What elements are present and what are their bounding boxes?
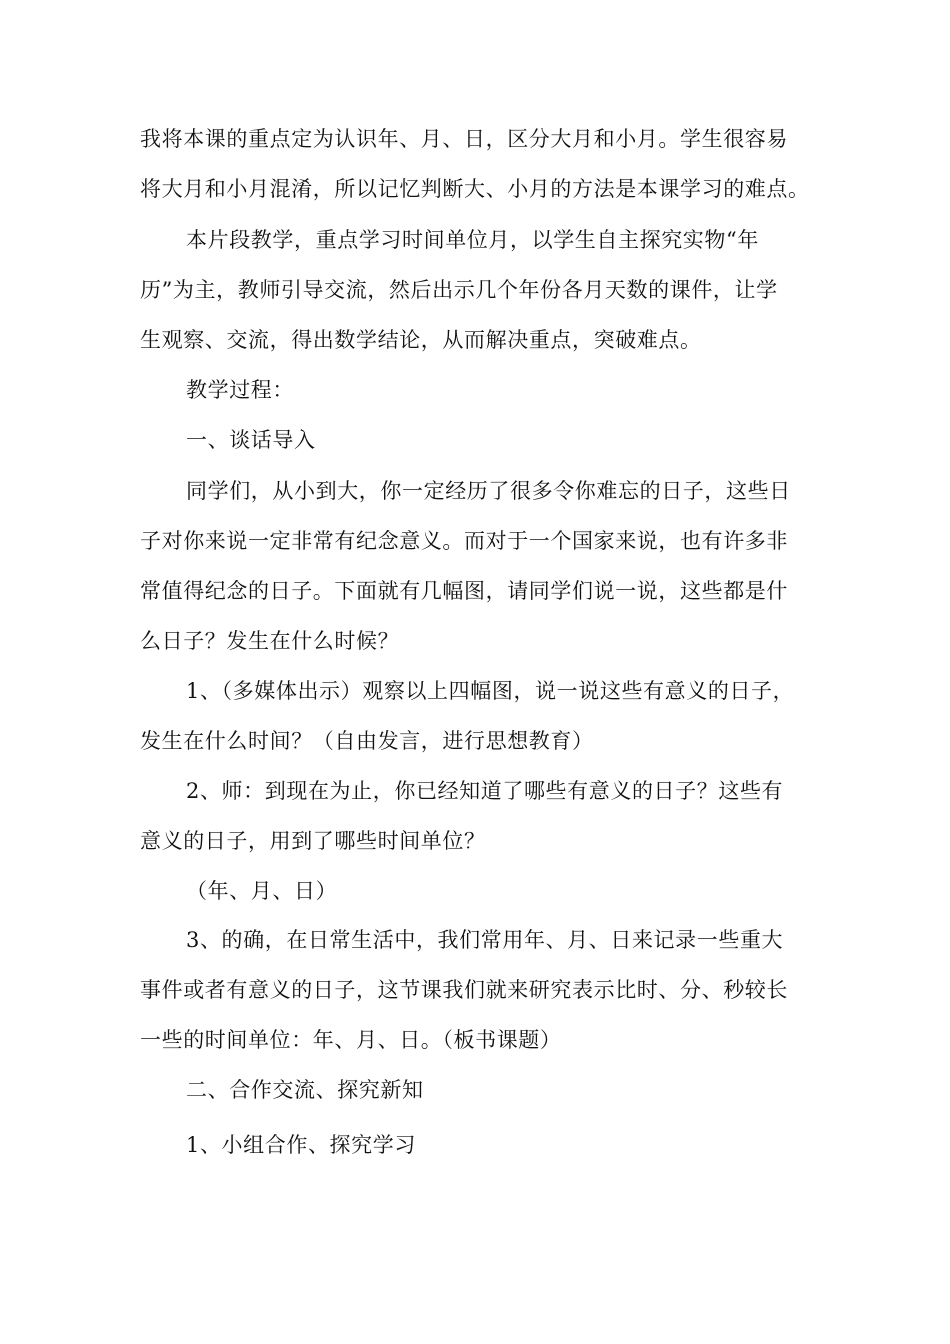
- list-item-3-line-2: 事件或者有意义的日子，这节课我们就来研究表示比时、分、秒较长: [140, 978, 788, 1002]
- paragraph-line-5: 生观察、交流，得出数学结论，从而解决重点，突破难点。: [140, 328, 702, 352]
- paragraph-line-3: 本片段教学，重点学习时间单位月，以学生自主探究实物“年: [186, 228, 759, 252]
- paragraph-line-11: 么日子？发生在什么时候？: [140, 629, 400, 653]
- answer-line: （年、月、日）: [186, 879, 338, 903]
- paragraph-line-8: 同学们，从小到大，你一定经历了很多令你难忘的日子，这些日: [186, 479, 791, 503]
- list-item-3-line-3: 一些的时间单位：年、月、日。（板书课题）: [140, 1028, 562, 1052]
- subheading-group-work: 1、小组合作、探究学习: [186, 1133, 416, 1157]
- list-item-1-line-1: 1、（多媒体出示）观察以上四幅图，说一说这些有意义的日子，: [186, 679, 795, 703]
- paragraph-line-1: 我将本课的重点定为认识年、月、日，区分大月和小月。学生很容易: [140, 127, 788, 151]
- section-label-teaching-process: 教学过程：: [186, 378, 294, 402]
- heading-section-2: 二、合作交流、探究新知: [186, 1078, 424, 1102]
- list-item-1-line-2: 发生在什么时间？（自由发言，进行思想教育）: [140, 729, 594, 753]
- list-item-2-line-1: 2、师：到现在为止，你已经知道了哪些有意义的日子？这些有: [186, 779, 784, 803]
- list-item-2-line-2: 意义的日子，用到了哪些时间单位？: [140, 829, 486, 853]
- list-item-3-line-1: 3、的确，在日常生活中，我们常用年、月、日来记录一些重大: [186, 928, 784, 952]
- paragraph-line-2: 将大月和小月混淆，所以记忆判断大、小月的方法是本课学习的难点。: [140, 177, 810, 201]
- paragraph-line-10: 常值得纪念的日子。下面就有几幅图，请同学们说一说，这些都是什: [140, 579, 788, 603]
- paragraph-line-9: 子对你来说一定非常有纪念意义。而对于一个国家来说，也有许多非: [140, 529, 788, 553]
- heading-section-1: 一、谈话导入: [186, 428, 316, 452]
- paragraph-line-4: 历”为主，教师引导交流，然后出示几个年份各月天数的课件，让学: [140, 278, 778, 302]
